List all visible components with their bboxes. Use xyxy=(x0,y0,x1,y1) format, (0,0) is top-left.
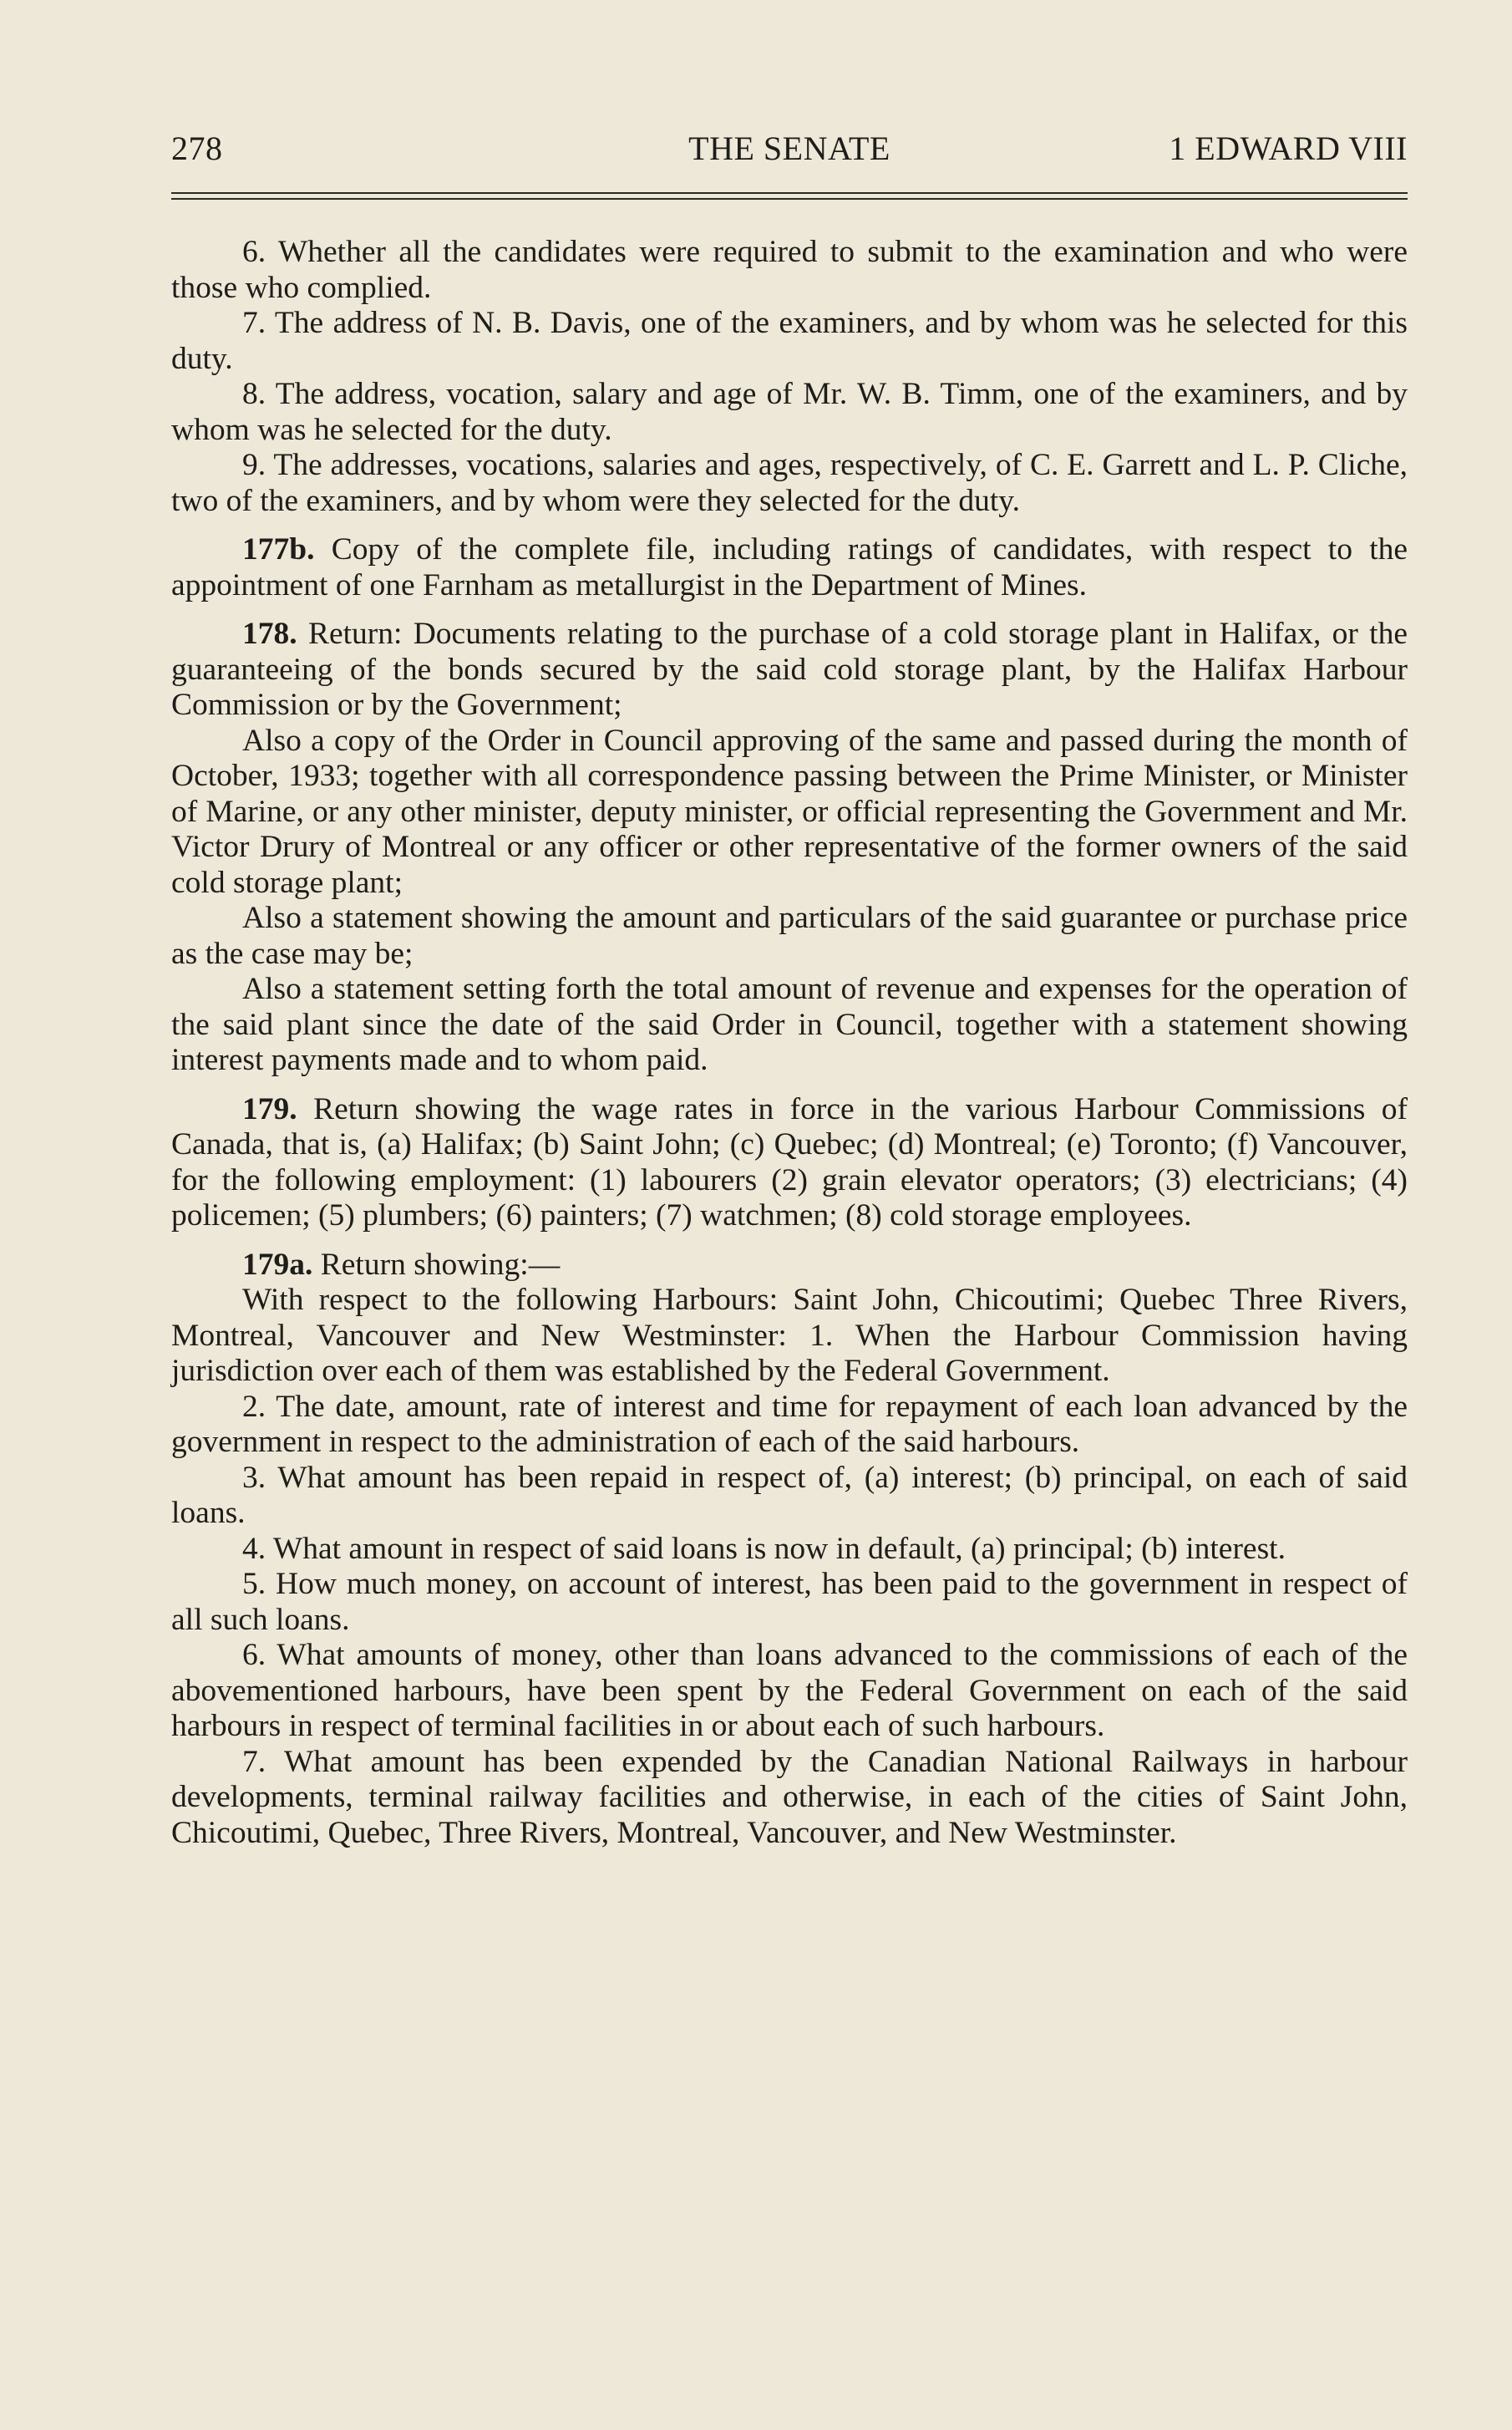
item-number: 177b. xyxy=(242,532,315,567)
paragraph: 3. What amount has been repaid in respect of, (a) interest; (b) principal, on each of said loans. xyxy=(171,1460,1408,1530)
paragraph: 6. Whether all the candidates were required to submit to the examination and who were those who complied. xyxy=(171,235,1408,305)
paragraph: Also a copy of the Order in Council approving of the same and passed during the month of October, 1933; together with all correspondence passing between the Prime Minister, or Minister of Marine, or any other minister, deputy minister, or official representing the Government and Mr. Victor Drury of Montreal or any officer or other representative of the former owners of the said cold storage plant; xyxy=(171,723,1408,900)
paragraph: 5. How much money, on account of interest, has been paid to the government in respect of all such loans. xyxy=(171,1567,1408,1637)
paragraph: 6. What amounts of money, other than loans advanced to the commissions of each of the abovementioned harbours, have been spent by the Federal Government on each of the said harbours in respect of terminal facilities in or about each of such harbours. xyxy=(171,1638,1408,1743)
paragraph: 7. What amount has been expended by the Canadian National Railways in harbour developments, terminal railway facilities and otherwise, in each of the cities of Saint John, Chicoutimi, Quebec, Three Rivers, Montreal, Vancouver, and New Westminster. xyxy=(171,1744,1408,1850)
item-179a: 179a. Return showing:— xyxy=(242,1247,561,1282)
paragraph: 4. What amount in respect of said loans is now in default, (a) principal; (b) interest. xyxy=(242,1531,1286,1566)
running-title: THE SENATE xyxy=(688,130,890,167)
paragraph: Also a statement showing the amount and particulars of the said guarantee or purchase price as the case may be; xyxy=(171,901,1408,971)
paragraph: With respect to the following Harbours: Saint John, Chicoutimi; Quebec Three Rivers, Montreal, Vancouver and New Westminster: 1. When the Harbour Commission having jurisdiction over each of them was established by the Federal Government. xyxy=(171,1283,1408,1388)
body-text xyxy=(171,235,1408,1851)
paragraph: 7. The address of N. B. Davis, one of the examiners, and by whom was he selected for this duty. xyxy=(171,306,1408,376)
page-number: 278 xyxy=(171,130,223,167)
paragraph: 9. The addresses, vocations, salaries and ages, respectively, of C. E. Garrett and L. P. Cliche, two of the examiners, and by whom were they selected for the duty. xyxy=(171,448,1408,518)
item-179: 179. Return showing the wage rates in force in the various Harbour Commissions of Canada, that is, (a) Halifax; (b) Saint John; (c) Quebec; (d) Montreal; (e) Toronto; (f) Vancouver, for the following employment: (1) labourers (2) grain elevator operators; (3) electricians; (4) policemen; (5) plumbers; (6) painters; (7) watchmen; (8) cold storage employees. xyxy=(171,1091,1408,1233)
paragraph: 8. The address, vocation, salary and age of Mr. W. B. Timm, one of the examiners, and by whom was he selected for the duty. xyxy=(171,377,1408,447)
regnal-year: 1 EDWARD VIII xyxy=(1169,130,1408,167)
item-number: 179a. xyxy=(242,1247,313,1282)
running-head xyxy=(171,125,1408,175)
item-177b: 177b. Copy of the complete file, including ratings of candidates, with respect to the appointment of one Farnham as metallurgist in the Department of Mines. xyxy=(171,532,1408,602)
paragraph: Also a statement setting forth the total amount of revenue and expenses for the operation of the said plant since the date of the said Order in Council, together with a statement showing interest payments made and to whom paid. xyxy=(171,972,1408,1077)
item-number: 178. xyxy=(242,617,297,651)
item-number: 179. xyxy=(242,1091,297,1126)
page xyxy=(171,125,1408,1851)
paragraph: 2. The date, amount, rate of interest and time for repayment of each loan advanced by the government in respect to the administration of each of the said harbours. xyxy=(171,1389,1408,1459)
item-178: 178. Return: Documents relating to the purchase of a cold storage plant in Halifax, or the guaranteeing of the bonds secured by the said cold storage plant, by the Halifax Harbour Commission or by the Government; xyxy=(171,617,1408,722)
header-double-rule xyxy=(171,192,1408,200)
